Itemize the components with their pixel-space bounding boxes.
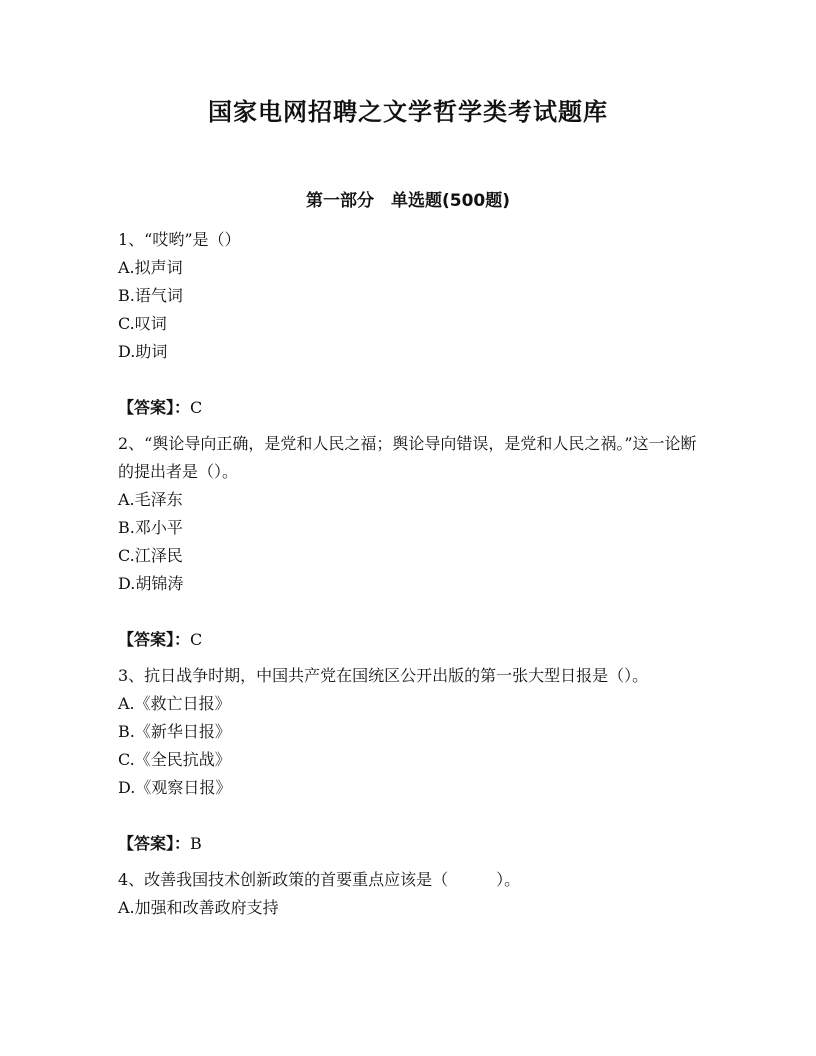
question-2 xyxy=(118,430,698,598)
question-1 xyxy=(118,226,698,366)
option-b: B.语气词 xyxy=(118,286,183,305)
question-stem: 3、抗日战争时期，中国共产党在国统区公开出版的第一张大型日报是（）。 xyxy=(118,666,649,685)
option-c: C.《全民抗战》 xyxy=(118,750,231,769)
option-b: B.邓小平 xyxy=(118,518,183,537)
answer-1 xyxy=(118,394,698,422)
option-a: A.《救亡日报》 xyxy=(118,694,231,713)
option-d: D.《观察日报》 xyxy=(118,778,232,797)
document-title: 国家电网招聘之文学哲学类考试题库 xyxy=(208,98,608,126)
question-stem: 1、“哎哟”是（） xyxy=(118,230,241,249)
answer-3 xyxy=(118,830,698,858)
option-c: C.叹词 xyxy=(118,314,167,333)
option-d: D.胡锦涛 xyxy=(118,574,184,593)
option-a: A.毛泽东 xyxy=(118,490,183,509)
option-d: D.助词 xyxy=(118,342,168,361)
question-list xyxy=(118,226,698,922)
question-stem: 2、“舆论导向正确，是党和人民之福；舆论导向错误，是党和人民之祸。”这一论断的提出者是（）。 xyxy=(118,434,697,481)
answer-label: 【答案】： xyxy=(118,834,191,853)
answer-label: 【答案】： xyxy=(118,630,191,649)
option-a: A.加强和改善政府支持 xyxy=(118,898,279,917)
answer-value: C xyxy=(190,398,203,417)
answer-value: C xyxy=(190,630,203,649)
question-3 xyxy=(118,662,698,802)
answer-value: B xyxy=(190,834,202,853)
section-title: 第一部分 单选题(500题) xyxy=(305,191,511,211)
option-a: A.拟声词 xyxy=(118,258,183,277)
option-b: B.《新华日报》 xyxy=(118,722,231,741)
question-4 xyxy=(118,866,698,922)
option-c: C.江泽民 xyxy=(118,546,183,565)
answer-label: 【答案】： xyxy=(118,398,191,417)
question-stem: 4、改善我国技术创新政策的首要重点应该是（ ）。 xyxy=(118,870,521,889)
answer-2 xyxy=(118,626,698,654)
